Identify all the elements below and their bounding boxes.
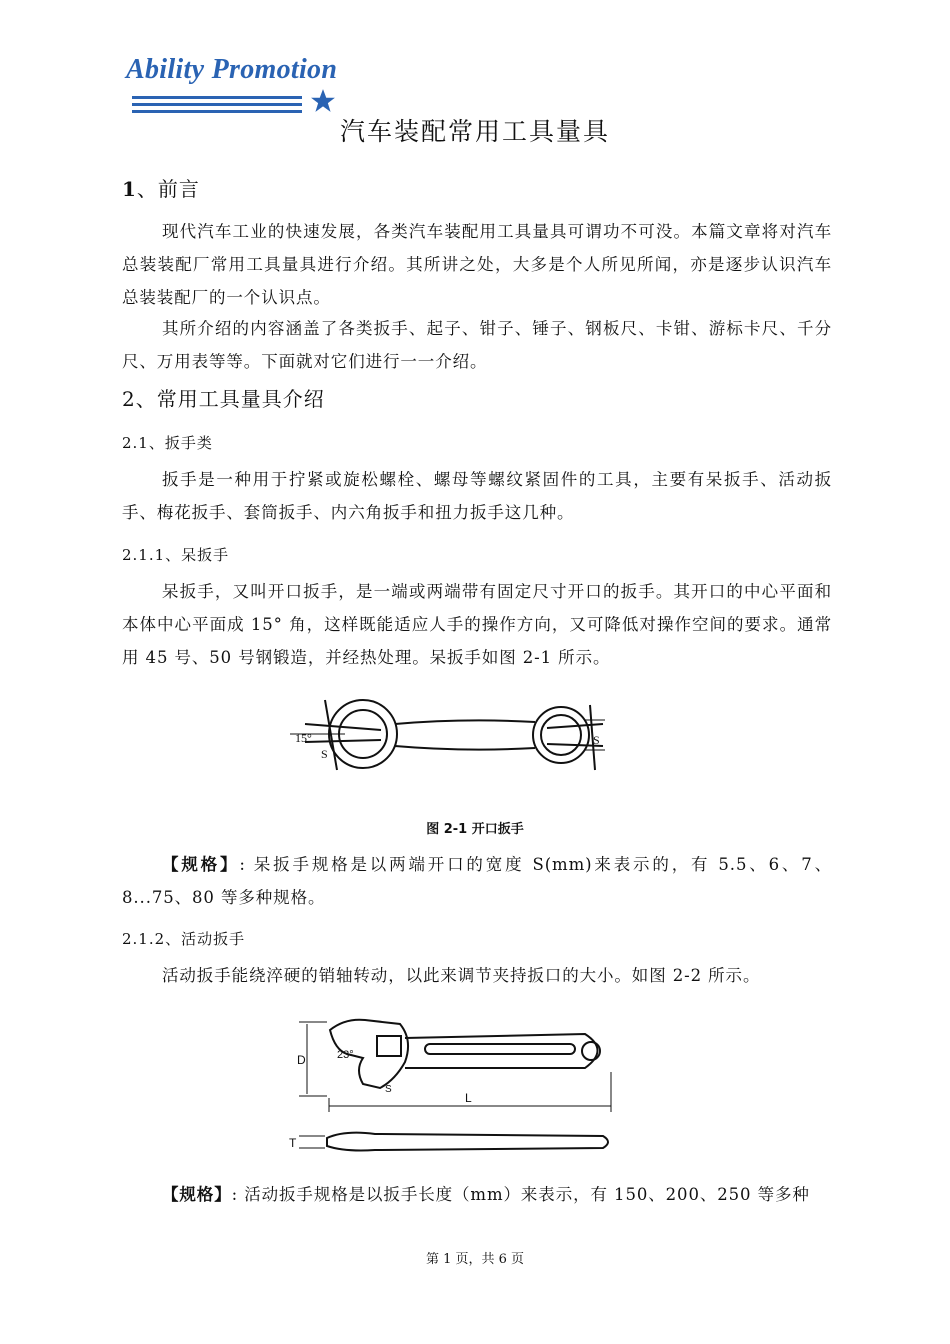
d-dimension-label: D	[297, 1053, 306, 1067]
adjustable-wrench-paragraph: 活动扳手能绕淬硬的销轴转动，以此来调节夹持扳口的大小。如图 2-2 所示。	[162, 966, 761, 985]
s-dimension-right-label: S	[593, 733, 600, 747]
s-dimension-left-label: S	[321, 747, 328, 761]
intro-paragraph-1: 现代汽车工业的快速发展，各类汽车装配用工具量具可谓功不可没。本篇文章将对汽车总装装配厂常用工具量具进行介绍。其所讲之处，大多是个人所见所闻，亦是逐步认识汽车总装装配厂的一个认识点。	[122, 222, 832, 307]
document-title: 汽车装配常用工具量具	[339, 117, 610, 146]
angle-label: 15°	[295, 731, 312, 745]
wrench-intro-paragraph: 扳手是一种用于拧紧或旋松螺栓、螺母等螺纹紧固件的工具，主要有呆扳手、活动扳手、梅花扳手、套筒扳手、内六角扳手和扭力扳手这几种。	[122, 470, 832, 522]
section-2-1-2-heading: 2.1.2、活动扳手	[122, 930, 246, 948]
star-icon	[310, 88, 336, 114]
s-opening-label: S	[385, 1084, 392, 1095]
open-end-wrench-figure	[285, 690, 615, 790]
section-1-title: 、前言	[136, 177, 200, 201]
section-2-heading: 2、常用工具量具介绍	[122, 387, 325, 411]
spec-label: 【规格】	[162, 855, 240, 874]
spec-text: : 活动扳手规格是以扳手长度（mm）来表示，有 150、200、250 等多种	[231, 1185, 810, 1204]
logo-text: Ability Promotion	[126, 54, 338, 85]
open-wrench-paragraph: 呆扳手，又叫开口扳手，是一端或两端带有固定尺寸开口的扳手。其开口的中心平面和本体中心平面成 15° 角，这样既能适应人手的操作方向，又可降低对操作空间的要求。通常用 45 号、50 号钢锻造，并经热处理。呆扳手如图 2-1 所示。	[122, 582, 832, 667]
open-wrench-spec	[122, 848, 832, 914]
company-logo	[120, 50, 370, 120]
jaw-angle-label: 23°	[337, 1049, 354, 1061]
adjustable-wrench-spec	[122, 1178, 832, 1211]
page-footer: 第 1 页，共 6 页	[425, 1252, 525, 1267]
intro-paragraph-2: 其所介绍的内容涵盖了各类扳手、起子、钳子、锤子、钢板尺、卡钳、游标卡尺、千分尺、万用表等等。下面就对它们进行一一介绍。	[122, 319, 832, 371]
spec-label: 【规格】	[162, 1185, 232, 1204]
figure-2-1-caption: 图 2-1 开口扳手	[426, 822, 524, 837]
section-1-heading	[122, 173, 200, 202]
t-thickness-label: T	[289, 1136, 297, 1150]
section-2-1-heading: 2.1、扳手类	[122, 434, 213, 452]
section-2-1-1-heading: 2.1.1、呆扳手	[122, 546, 230, 564]
section-1-number: 1	[122, 177, 137, 201]
spec-text: : 呆扳手规格是以两端开口的宽度 S(mm)来表示的，有 5.5、6、7、8...75、80 等多种规格。	[122, 855, 832, 907]
adjustable-wrench-figure	[285, 1010, 620, 1160]
l-length-label: L	[465, 1091, 472, 1105]
